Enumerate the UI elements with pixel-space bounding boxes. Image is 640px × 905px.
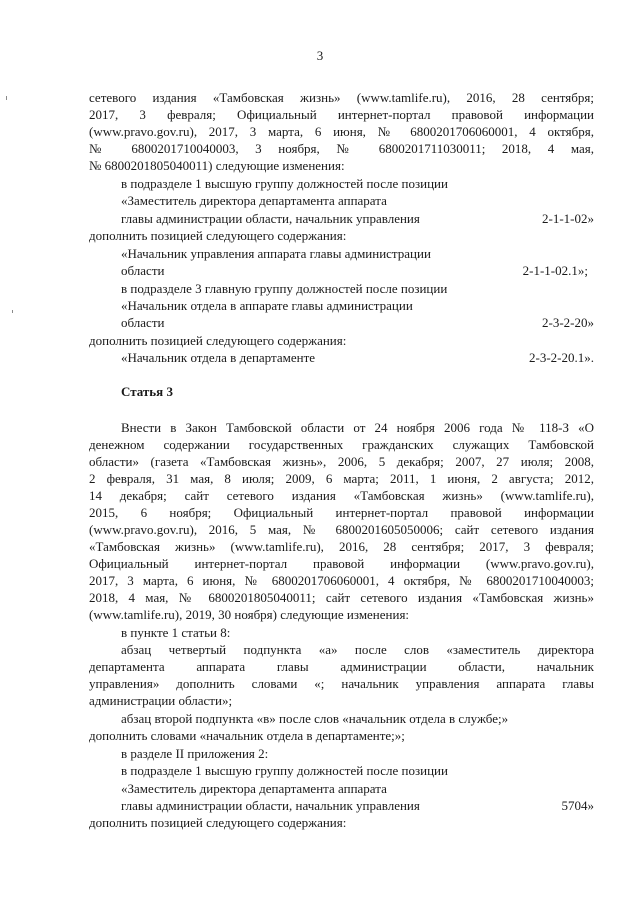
text-line: 14 декабря; сайт сетевого издания «Тамбовская жизнь» (www.tamlife.ru), (89, 488, 594, 503)
position-text: «Начальник управления аппарата главы администрации (121, 246, 431, 261)
position-code: 2-1-1-02» (542, 211, 594, 226)
text-line: дополнить словами «начальник отдела в департаменте;»; (89, 728, 405, 743)
text-line: администрации области»; (89, 693, 233, 708)
text-line: в подразделе 3 главную группу должностей после позиции (121, 281, 448, 296)
text-line: (www.pravo.gov.ru), 2016, 5 мая, № 6800201605050006; сайт сетевого издания (89, 522, 594, 537)
text-line: дополнить позицией следующего содержания: (89, 228, 347, 243)
page-number: 3 (316, 48, 324, 63)
text-line: 2015, 6 ноября; Официальный интернет-портал правовой информации (89, 505, 594, 520)
text-line: 2017, 3 марта, 6 июня, № 6800201706060001, 4 октября, № 6800201710040003; (89, 573, 594, 588)
position-text: главы администрации области, начальник управления (121, 211, 420, 226)
scan-mark (12, 310, 13, 313)
text-line: абзац второй подпункта «в» после слов «начальник отдела в службе;» (121, 711, 509, 726)
article-heading: Статья 3 (121, 384, 173, 399)
position-text: области (121, 315, 165, 330)
position-code: 2-1-1-02.1»; (522, 263, 588, 278)
text-line: сетевого издания «Тамбовская жизнь» (www.tamlife.ru), 2016, 28 сентября; (89, 90, 594, 105)
text-line: департамента аппарата главы администрации области, начальник (89, 659, 594, 674)
text-line: «Тамбовская жизнь» (www.tamlife.ru), 2016, 28 сентября; 2017, 3 февраля; (89, 539, 594, 554)
text-line: денежном содержании государственных гражданских служащих Тамбовской (89, 437, 594, 452)
position-code: 5704» (561, 798, 594, 813)
position-code: 2-3-2-20.1». (529, 350, 594, 365)
text-line: в разделе II приложения 2: (121, 746, 269, 761)
text-line: 2 февраля, 31 мая, 8 июля; 2009, 6 марта; 2011, 1 июня, 2 августа; 2012, (89, 471, 594, 486)
text-line: (www.pravo.gov.ru), 2017, 3 марта, 6 июня, № 6800201706060001, 4 октября, (89, 124, 594, 139)
position-text: области (121, 263, 165, 278)
text-line: в пункте 1 статьи 8: (121, 625, 231, 640)
text-line: дополнить позицией следующего содержания: (89, 333, 347, 348)
position-text: «Заместитель директора департамента аппарата (121, 781, 387, 796)
text-line: дополнить позицией следующего содержания: (89, 815, 347, 830)
text-line: 2017, 3 февраля; Официальный интернет-портал правовой информации (89, 107, 594, 122)
text-line: № 6800201710040003, 3 ноября, № 6800201711030011; 2018, 4 мая, (89, 141, 594, 156)
position-text: «Начальник отдела в департаменте (121, 350, 316, 365)
text-line: в подразделе 1 высшую группу должностей после позиции (121, 763, 448, 778)
text-line: в подразделе 1 высшую группу должностей после позиции (121, 176, 448, 191)
text-line: Официальный интернет-портал правовой информации (www.pravo.gov.ru), (89, 556, 594, 571)
text-line: № 6800201805040011) следующие изменения: (89, 158, 345, 173)
text-line: (www.tamlife.ru), 2019, 30 ноября) следующие изменения: (89, 607, 410, 622)
position-text: «Заместитель директора департамента аппарата (121, 193, 387, 208)
text-line: абзац четвертый подпункта «а» после слов «заместитель директора (121, 642, 594, 657)
position-text: главы администрации области, начальник управления (121, 798, 420, 813)
position-code: 2-3-2-20» (542, 315, 594, 330)
text-line: управления» дополнить словами «; начальник управления аппарата главы (89, 676, 594, 691)
position-text: «Начальник отдела в аппарате главы администрации (121, 298, 413, 313)
scan-mark (6, 96, 7, 100)
text-line: Внести в Закон Тамбовской области от 24 ноября 2006 года № 118-З «О (121, 420, 594, 435)
text-line: области» (газета «Тамбовская жизнь», 2006, 5 декабря; 2007, 27 июля; 2008, (89, 454, 594, 469)
text-line: 2018, 4 мая, № 6800201805040011; сайт сетевого издания «Тамбовская жизнь» (89, 590, 594, 605)
